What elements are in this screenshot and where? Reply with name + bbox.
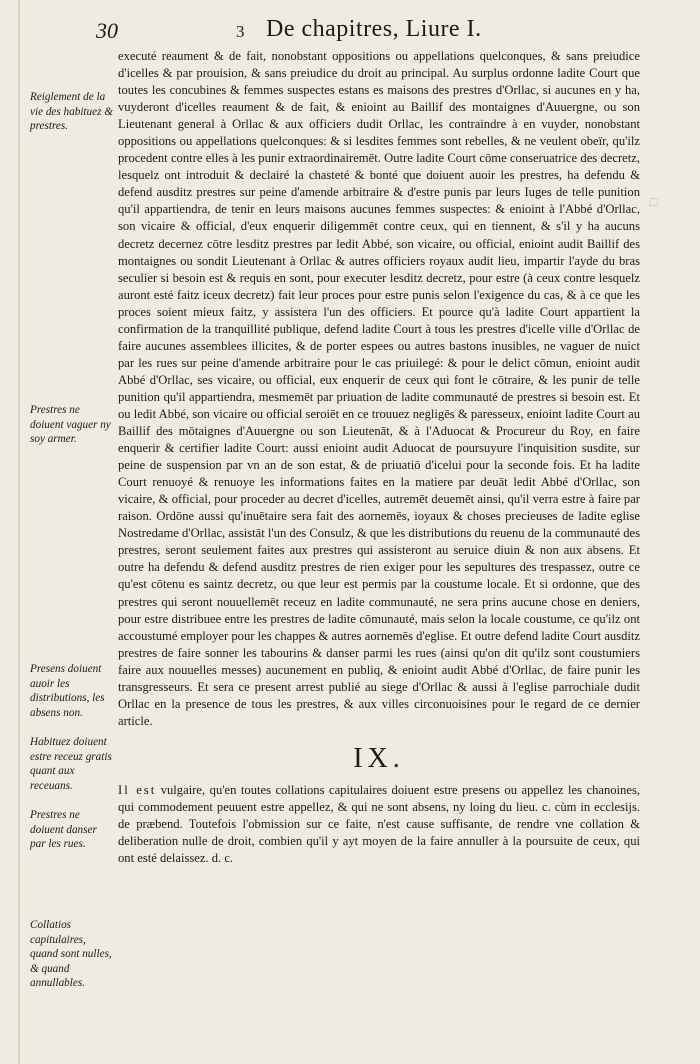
- paragraph-body: vulgaire, qu'en toutes collations capitulaires doiuent estre presens ou appellez les chanoines, qui commodement peuuent estre appellez, & qui ne sont absens, ny loing du lieu. c. cùm in ecclesijs. de præbend. Toutefois l'obmission sur ce faite, n'est cause suffisante, de rendre vne collation & deliberation nulle de droit, combien qu'il y ayt moyen de la faire annuller à la poursuite de ceux, qui ont esté delaissez. d. c.: [118, 782, 640, 866]
- page-header: [0, 14, 700, 50]
- paragraph-collations: [118, 782, 640, 867]
- paragraph-lead: Il est: [118, 782, 157, 797]
- paragraph-arrest: executé reaument & de fait, nonobstant oppositions ou appellations quelconques, & sans preiudice d'icelles & par prouision, & sans preiudice du droit au principal. Au surplus ordonne ladite Court que toutes les concubines & femmes suspectes estans es maisons des prestres d'Orllac, si aucunes en y ha, vuyderont d'icelles reaument & de fait, & enioint au Baillif des montaignes d'Auuergne, ou son Lieutenant general à Orllac & aux officiers dudit Orllac, les contraindre à en vuyder, nonobstant oppositions ou appellations quelconques: & si lesdites femmes sont rebelles, & ne veulent obeïr, qu'ilz procedent contre elles à les punir extraordinairemēt. Outre ladite Court cōme conseruatrice des decretz, lesquelz ont introduit & declairé la chasteté & bonté que doiuent auoir les prestres, ha defendu & defend ausditz prestres sur peine d'amende arbitraire & d'estre punis par leurs Iuges de telle punition qu'il appartiendra, de tenir en leurs maisons aucunes femmes suspectes: & enioint à l'Abbé d'Orllac, son vicaire & official, d'eux enquerir diligemmēt contre ceux, qui en tiennent, & s'il y ha aucuns decretz decernez cōtre lesditz prestres par ledit Abbé, son vicaire, ou official, enioint audit Baillif des montaignes ou sondit Lieutenant à Orllac & autres officiers royaux audit lieu, impartir l'ayde du bras seculier si besoin est & requis en sont, pour executer lesditz decretz, pour estre (à ceux contre lesquelz auront esté faitz iceux decretz) fait leur proces pour estre punis selon l'exigence du cas, & à ce que les proces soient mieux faitz, y assistera l'un des officiers. Et pource qu'à ladite Court appartient la confirmation de la tranquillité publique, defend ladite Court à tous les prestres d'icelle ville d'Orllac de faire aucunes assemblees illicites, & de porter espees ou autres bastons inusibles, ne vaguer de nuict par les rues sur peine d'amende arbitraire pour le cas priuilegé: & pour le delict cōmun, enioint audit Abbé d'Orllac, ses vicaire, ou official, eux enquerir de ceux qui font le cōtraire, & les punir de telle punition qu'il appartiendra, mesmemēt par priuation de ladite communauté de prestres si besoin est. Et ou ledit Abbé, son vicaire ou official seroiēt en ce trouuez negligēs & paresseux, enioint ladite Court au Baillif des mōtaignes d'Auuergne ou son Lieutenāt, & à l'Aduocat & Procureur du Roy, en faire enquerir & certifier ladite Court: aussi enioint audit Aduocat de poursuyure l'inquisition susdite, sur peine de suspension par vn an de son estat, & de priuatiō d'icelui pour la seconde fois. Et ha ladite Court renuoyé & renuoye les informations faites en la matiere par deuāt ledit Abbé d'Orllac, son vicaire, & official, pour proceder au decret d'icelles, autremēt deuemēt ainsi, qu'il verra estre à faire par raison. Ordōne aussi qu'inuētaire sera fait des aornemēs, ioyaux & choses precieuses de ladite eglise Nostredame d'Orllac, assistāt l'un des Consulz, & que les distributions du reuenu de la communauté des prestres, seront seulement faites aux prestres qui assisteront au seruice diuin & non aux absens. Et outre ha defendu & defend ausditz prestres de rien exiger pour les sepultures des trespassez, outre ce qu'est cōtenu es saintz decretz, ou que leur est permis par la coustume locale. Et si ordonne, que des prestres qui seront nouuellemēt receuz en ladite communauté, ne sera prins aucune chose en deniers, pour estre distribuee entre les prestres de ladite cōmunauté, mais selon la locale coustume, ce qu'ilz ont accoustumé employer pour les chappes & autres aornemēs d'eglise. Et outre defend ladite Court ausditz prestres de faire sonner les tabourins & danser parmi les rues (ainsi qu'on dit qu'ilz sont coustumiers faire aux nouuelles messes) aucunement en publiq, & enioint audit Abbé d'Orllac, de faire punir les transgresseurs. Et sera ce present arrest publié au siege d'Orllac & aussi à l'eglise parrochiale dudit Orllac en la presence de tous les prestres, & aux villes circonuoisines pour le regard de ce dernier article.: [118, 49, 640, 728]
- gutter-shadow: [18, 0, 20, 1064]
- signature-mark: 3: [236, 22, 245, 41]
- page-number: 30: [96, 18, 118, 43]
- margin-note-collations: Collatios capitulaires, quand sont nulles, & quand annullables.: [30, 919, 112, 989]
- main-text: [118, 48, 640, 867]
- margin-note-prestres-vaguer: Prestres ne doiuent vaguer ny soy armer.: [30, 404, 111, 445]
- margin-note-danser: Prestres ne doiuent danser par les rues.: [30, 809, 97, 850]
- margin-note-habituez: Habituez doiuent estre receuz gratis quant aux receuans.: [30, 736, 112, 792]
- margin-note-reiglement: Reiglement de la vie des habituez & prestres.: [30, 91, 113, 132]
- bleed-through-1: ☐: [648, 197, 658, 209]
- section-heading: IX.: [353, 742, 405, 774]
- margin-note-presens: Presens doiuent auoir les distributions, les absens non.: [30, 663, 105, 719]
- running-title: De chapitres, Liure I.: [266, 16, 482, 42]
